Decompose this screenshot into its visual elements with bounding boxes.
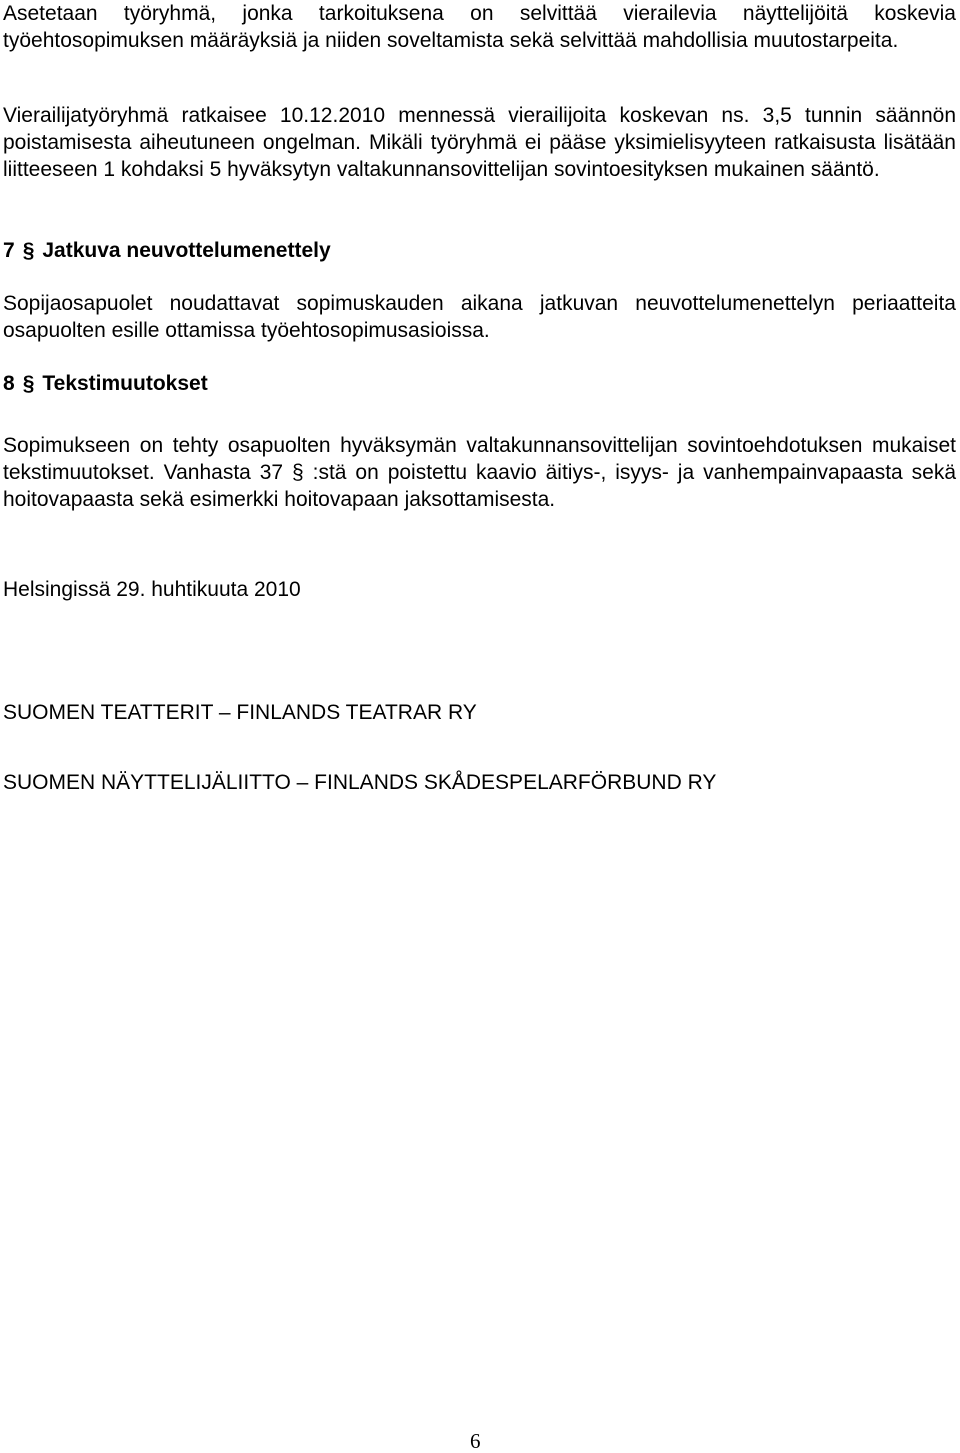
section-7-number: 7	[3, 239, 15, 262]
section-8-heading	[3, 370, 208, 397]
section-7-heading	[3, 237, 331, 264]
section-7-symbol: §	[22, 239, 35, 262]
signature-party-1: SUOMEN TEATTERIT – FINLANDS TEATRAR RY	[3, 701, 477, 724]
section-8-title: Tekstimuutokset	[42, 372, 208, 395]
section-7-body: Sopijaosapuolet noudattavat sopimuskauden aikana jatkuvan neuvottelumenettelyn periaatteita osapuolten esille ottamissa työehtosopimusasioissa.	[3, 292, 956, 342]
section-8-number: 8	[3, 372, 15, 395]
signature-place-date: Helsingissä 29. huhtikuuta 2010	[3, 578, 301, 601]
section-7-title: Jatkuva neuvottelumenettely	[42, 239, 331, 262]
paragraph-working-group: Asetetaan työryhmä, jonka tarkoituksena on selvittää vierailevia näyttelijöitä koskevia työehtosopimuksen määräyksiä ja niiden soveltamista sekä selvittää mahdollisia muutostarpeita.	[3, 2, 956, 52]
paragraph-guest-rule: Vierailijatyöryhmä ratkaisee 10.12.2010 mennessä vierailijoita koskevan ns. 3,5 tunnin säännön poistamisesta aiheutuneen ongelman. Mikäli työryhmä ei pääse yksimielisyyteen ratkaisusta lisätään liitteeseen 1 kohdaksi 5 hyväksytyn valtakunnansovittelijan sovintoesityksen mukainen sääntö.	[3, 104, 956, 181]
section-8-body: Sopimukseen on tehty osapuolten hyväksymän valtakunnansovittelijan sovintoehdotuksen mukaiset tekstimuutokset. Vanhasta 37 § :stä on poistettu kaavio äitiys-, isyys- ja vanhempainvapaasta sekä hoitovapaasta sekä esimerkki hoitovapaan jaksottamisesta.	[3, 434, 956, 511]
signature-party-2: SUOMEN NÄYTTELIJÄLIITTO – FINLANDS SKÅDESPELARFÖRBUND RY	[3, 771, 717, 794]
section-8-symbol: §	[22, 372, 35, 395]
page-number: 6	[470, 1429, 481, 1453]
